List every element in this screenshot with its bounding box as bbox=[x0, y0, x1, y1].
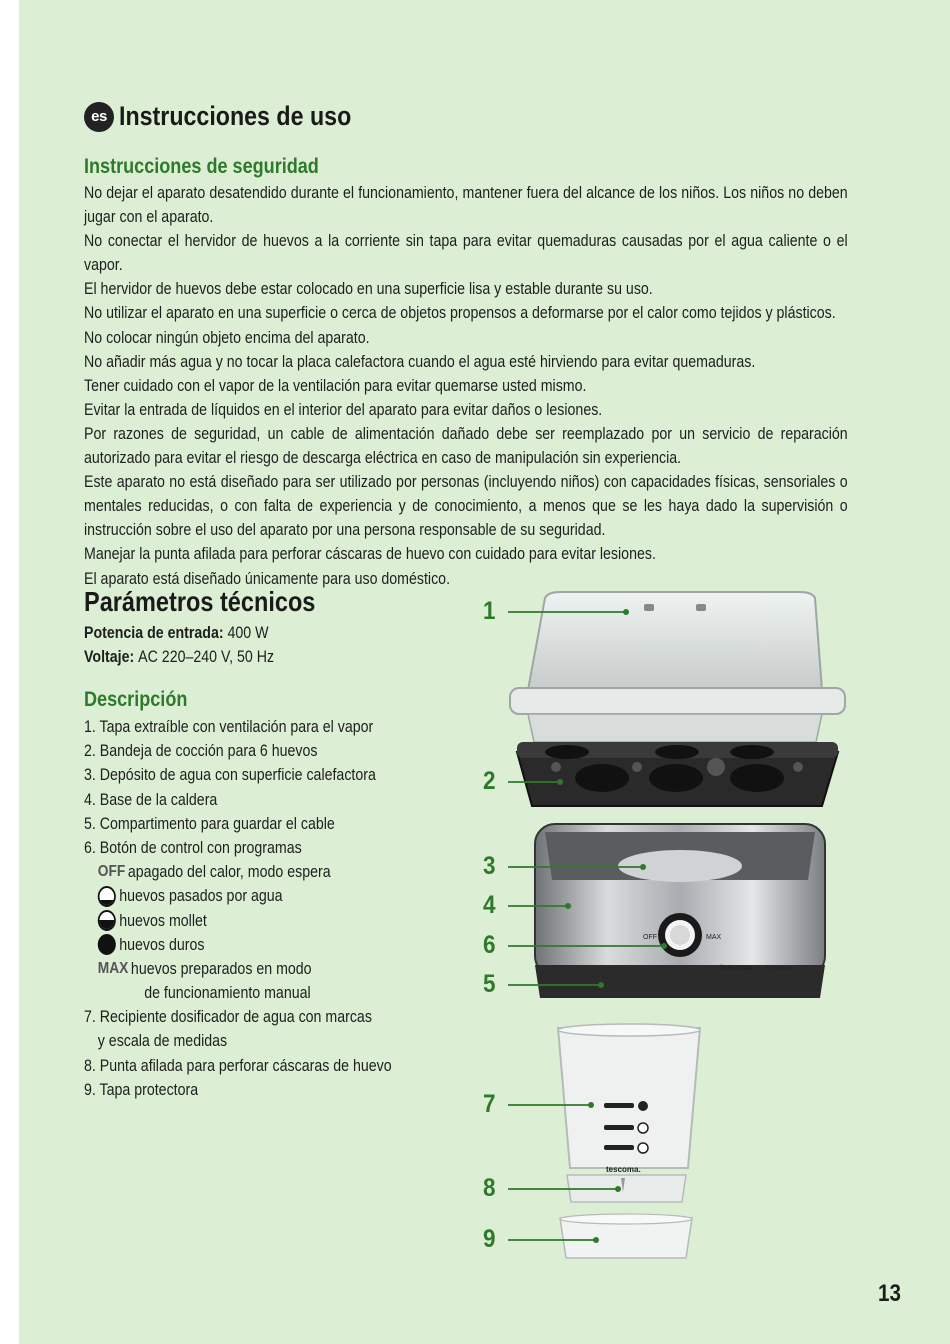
medium-egg-icon bbox=[98, 910, 116, 931]
tray-part bbox=[517, 742, 838, 806]
callout-number: 6 bbox=[483, 931, 496, 959]
program-hard-text: huevos duros bbox=[119, 935, 205, 954]
program-max-text: huevos preparados en modo bbox=[130, 959, 312, 978]
safety-text bbox=[84, 181, 848, 591]
safety-heading: Instrucciones de seguridad bbox=[84, 155, 319, 178]
safety-paragraph: No dejar el aparato desatendido durante el funcionamiento, mantener fuera del alcance de los niños. Los niños no deben jugar con el aparato. bbox=[84, 184, 848, 227]
measuring-cup-part bbox=[558, 1024, 700, 1202]
soft-egg-icon bbox=[98, 886, 116, 907]
safety-paragraph: El hervidor de huevos debe estar colocado en una superficie lisa y estable durante su uso. bbox=[84, 280, 653, 299]
safety-paragraph: Este aparato no está diseñado para ser utilizado por personas (incluyendo niños) con capacidades físicas, sensoriales o mentales reducidas, o con falta de experiencia y de conocimiento, a menos que se les haya dado la supervisión o instrucción sobre el uso del aparato por una persona responsable de su seguridad. bbox=[84, 473, 848, 540]
safety-paragraph: Evitar la entrada de líquidos en el interior del aparato para evitar daños o lesiones. bbox=[84, 400, 603, 419]
voltage-row bbox=[84, 645, 274, 669]
page-title: Instrucciones de uso bbox=[119, 101, 352, 131]
cup-brand-label: tescoma. bbox=[606, 1165, 641, 1174]
safety-paragraph: Manejar la punta afilada para perforar cáscaras de huevo con cuidado para evitar lesiones. bbox=[84, 545, 656, 564]
list-item: 7. Recipiente dosificador de agua con marcas bbox=[84, 1008, 372, 1027]
power-label: Potencia de entrada: bbox=[84, 624, 224, 642]
voltage-value: AC 220–240 V, 50 Hz bbox=[138, 648, 275, 666]
lid-part bbox=[510, 592, 845, 742]
callout-number: 8 bbox=[483, 1174, 496, 1202]
egg-cooker-illustration bbox=[480, 570, 860, 1270]
knob-off-label: OFF bbox=[643, 934, 657, 941]
safety-paragraph: Por razones de seguridad, un cable de alimentación dañado debe ser reemplazado por un servicio de reparación autorizado para evitar el riesgo de descarga eléctrica en caso de manipulación sin experiencia. bbox=[84, 424, 848, 468]
safety-paragraph: No añadir más agua y no tocar la placa calefactora cuando el agua esté hirviendo para evitar quemaduras. bbox=[84, 352, 756, 371]
list-item: 9. Tapa protectora bbox=[84, 1080, 199, 1099]
safety-paragraph: No utilizar el aparato en una superficie o cerca de objetos propensos a deformarse por el calor como tejidos y plásticos. bbox=[84, 304, 836, 323]
power-row bbox=[84, 621, 274, 645]
knob-max-label: MAX bbox=[706, 934, 722, 941]
tech-parameters bbox=[84, 621, 305, 669]
list-item: 3. Depósito de agua con superficie calefactora bbox=[84, 766, 376, 785]
page-number: 13 bbox=[878, 1280, 901, 1307]
description-heading: Descripción bbox=[84, 688, 188, 711]
list-item: 1. Tapa extraíble con ventilación para el vapor bbox=[84, 718, 374, 736]
callout-number: 4 bbox=[483, 891, 496, 919]
list-item: 4. Base de la caldera bbox=[84, 790, 218, 809]
list-item: 6. Botón de control con programas bbox=[84, 838, 302, 857]
safety-paragraph: Tener cuidado con el vapor de la ventilación para evitar quemarse usted mismo. bbox=[84, 376, 587, 395]
program-hard bbox=[84, 933, 392, 957]
safety-paragraph: El aparato está diseñado únicamente para uso doméstico. bbox=[84, 569, 451, 588]
description-list bbox=[84, 715, 442, 1102]
safety-paragraph: No colocar ningún objeto encima del aparato. bbox=[84, 328, 370, 347]
program-max-continued: de funcionamiento manual bbox=[144, 984, 311, 1003]
callout-number: 5 bbox=[483, 970, 496, 998]
base-part bbox=[535, 824, 825, 998]
safety-paragraph: No conectar el hervidor de huevos a la corriente sin tapa para evitar quemaduras causadas por el agua caliente o el vapor. bbox=[84, 232, 848, 275]
list-item: 5. Compartimento para guardar el cable bbox=[84, 814, 335, 833]
voltage-label: Voltaje: bbox=[84, 648, 135, 666]
list-item: 2. Bandeja de cocción para 6 huevos bbox=[84, 742, 318, 761]
hard-egg-icon bbox=[98, 934, 116, 955]
program-soft bbox=[84, 884, 392, 908]
program-soft-text: huevos pasados por agua bbox=[119, 887, 283, 906]
callout-number: 9 bbox=[483, 1225, 496, 1253]
program-medium-text: huevos mollet bbox=[119, 911, 207, 930]
brand-label: tescoma. bbox=[720, 963, 755, 972]
page-header bbox=[84, 101, 389, 132]
callout-number: 3 bbox=[483, 852, 496, 880]
power-value: 400 W bbox=[227, 624, 269, 642]
list-item: 8. Punta afilada para perforar cáscaras de huevo bbox=[84, 1056, 392, 1075]
protective-cover-part bbox=[560, 1214, 692, 1258]
program-max bbox=[84, 957, 392, 981]
callout-number: 2 bbox=[483, 767, 496, 795]
program-off-text: apagado del calor, modo espera bbox=[127, 863, 331, 882]
program-medium bbox=[84, 909, 392, 933]
brand-series-label: President bbox=[766, 964, 793, 972]
callout-number: 1 bbox=[483, 597, 496, 625]
tech-heading: Parámetros técnicos bbox=[84, 586, 316, 617]
language-badge: es bbox=[84, 102, 114, 132]
callout-number: 7 bbox=[483, 1090, 496, 1118]
max-label: MAX bbox=[97, 959, 129, 977]
list-item-continued: y escala de medidas bbox=[97, 1032, 228, 1051]
off-label: OFF bbox=[97, 863, 126, 881]
program-off bbox=[84, 860, 392, 884]
